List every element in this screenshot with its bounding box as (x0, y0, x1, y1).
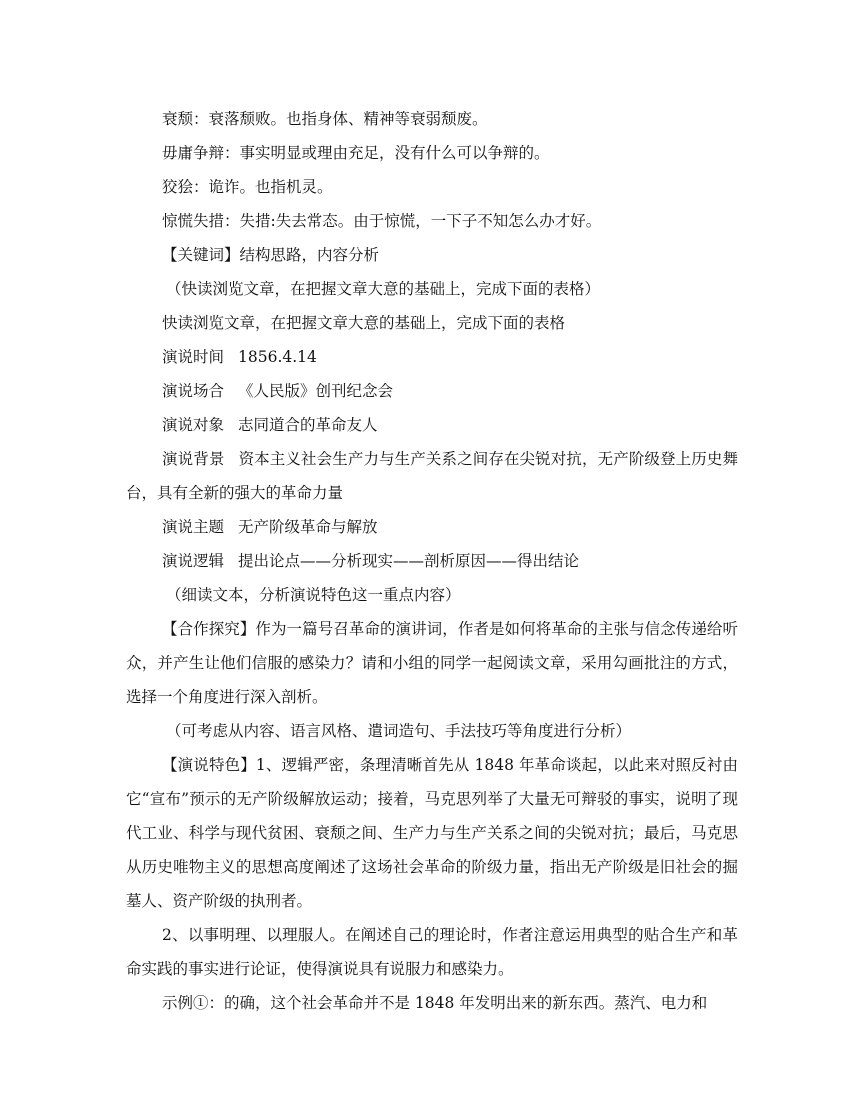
table-row (126, 544, 738, 578)
table-value: 资本主义社会生产力与生产关系之间存在尖锐对抗，无产阶级登上历史舞台，具有全新的强大的革命力量 (126, 450, 738, 502)
definition-line: 衰颓：衰落颓败。也指身体、精神等衰弱颓废。 (162, 110, 488, 128)
table-label: 演说主题 (162, 518, 225, 536)
features-paragraph (126, 748, 738, 918)
table-label: 演说时间 (162, 348, 225, 366)
document-page (126, 102, 738, 1020)
table-row (126, 442, 738, 510)
instruction-note: （快读浏览文章，在把握文章大意的基础上，完成下面的表格） (166, 280, 601, 298)
table-label: 演说对象 (162, 416, 225, 434)
keywords-line: 【关键词】结构思路，内容分析 (162, 246, 380, 264)
point-paragraph: 2、以事明理、以理服人。在阐述自己的理论时，作者注意运用典型的贴合生产和革命实践的事实进行论证，使得演说具有说服力和感染力。 (126, 926, 738, 978)
features-tag: 【演说特色】 (162, 756, 256, 774)
table-value: 志同道合的革命友人 (238, 416, 378, 434)
example-paragraph: 示例①：的确，这个社会革命并不是 1848 年发明出来的新东西。蒸汽、电力和 (162, 994, 708, 1012)
table-row (126, 408, 738, 442)
table-row (126, 510, 738, 544)
table-value: 1856.4.14 (238, 348, 317, 366)
cooperation-paragraph (126, 612, 738, 714)
analysis-note: （可考虑从内容、语言风格、遣词造句、手法技巧等角度进行分析） (166, 722, 632, 740)
table-label: 演说逻辑 (162, 552, 225, 570)
definition-line: 狡狯：诡诈。也指机灵。 (162, 178, 333, 196)
table-value: 《人民版》创刊纪念会 (238, 382, 394, 400)
instruction-line: 快读浏览文章，在把握文章大意的基础上，完成下面的表格 (162, 314, 566, 332)
definition-line: 毋庸争辩：事实明显或理由充足，没有什么可以争辩的。 (162, 144, 550, 162)
table-row (126, 374, 738, 408)
definition-line: 惊慌失措：失措:失去常态。由于惊慌，一下子不知怎么办才好。 (162, 212, 602, 230)
table-label: 演说背景 (162, 450, 225, 468)
table-row (126, 340, 738, 374)
features-text: 1、逻辑严密，条理清晰首先从 1848 年革命谈起，以此来对照反衬由它“宣布”预示的无产阶级解放运动；接着，马克思列举了大量无可辩驳的事实，说明了现代工业、科学与现代贫困、衰颓之间、生产力与生产关系之间的尖锐对抗；最后，马克思从历史唯物主义的思想高度阐述了这场社会革命的阶级力量，指出无产阶级是旧社会的掘墓人、资产阶级的执刑者。 (126, 756, 738, 910)
table-label: 演说场合 (162, 382, 225, 400)
table-value: 提出论点——分析现实——剖析原因——得出结论 (238, 552, 580, 570)
cooperation-text: 作为一篇号召革命的演讲词，作者是如何将革命的主张与信念传递给听众，并产生让他们信服的感染力？请和小组的同学一起阅读文章，采用勾画批注的方式，选择一个角度进行深入剖析。 (126, 620, 738, 706)
reading-note: （细读文本，分析演说特色这一重点内容） (166, 586, 461, 604)
table-value: 无产阶级革命与解放 (238, 518, 378, 536)
cooperation-tag: 【合作探究】 (162, 620, 256, 638)
